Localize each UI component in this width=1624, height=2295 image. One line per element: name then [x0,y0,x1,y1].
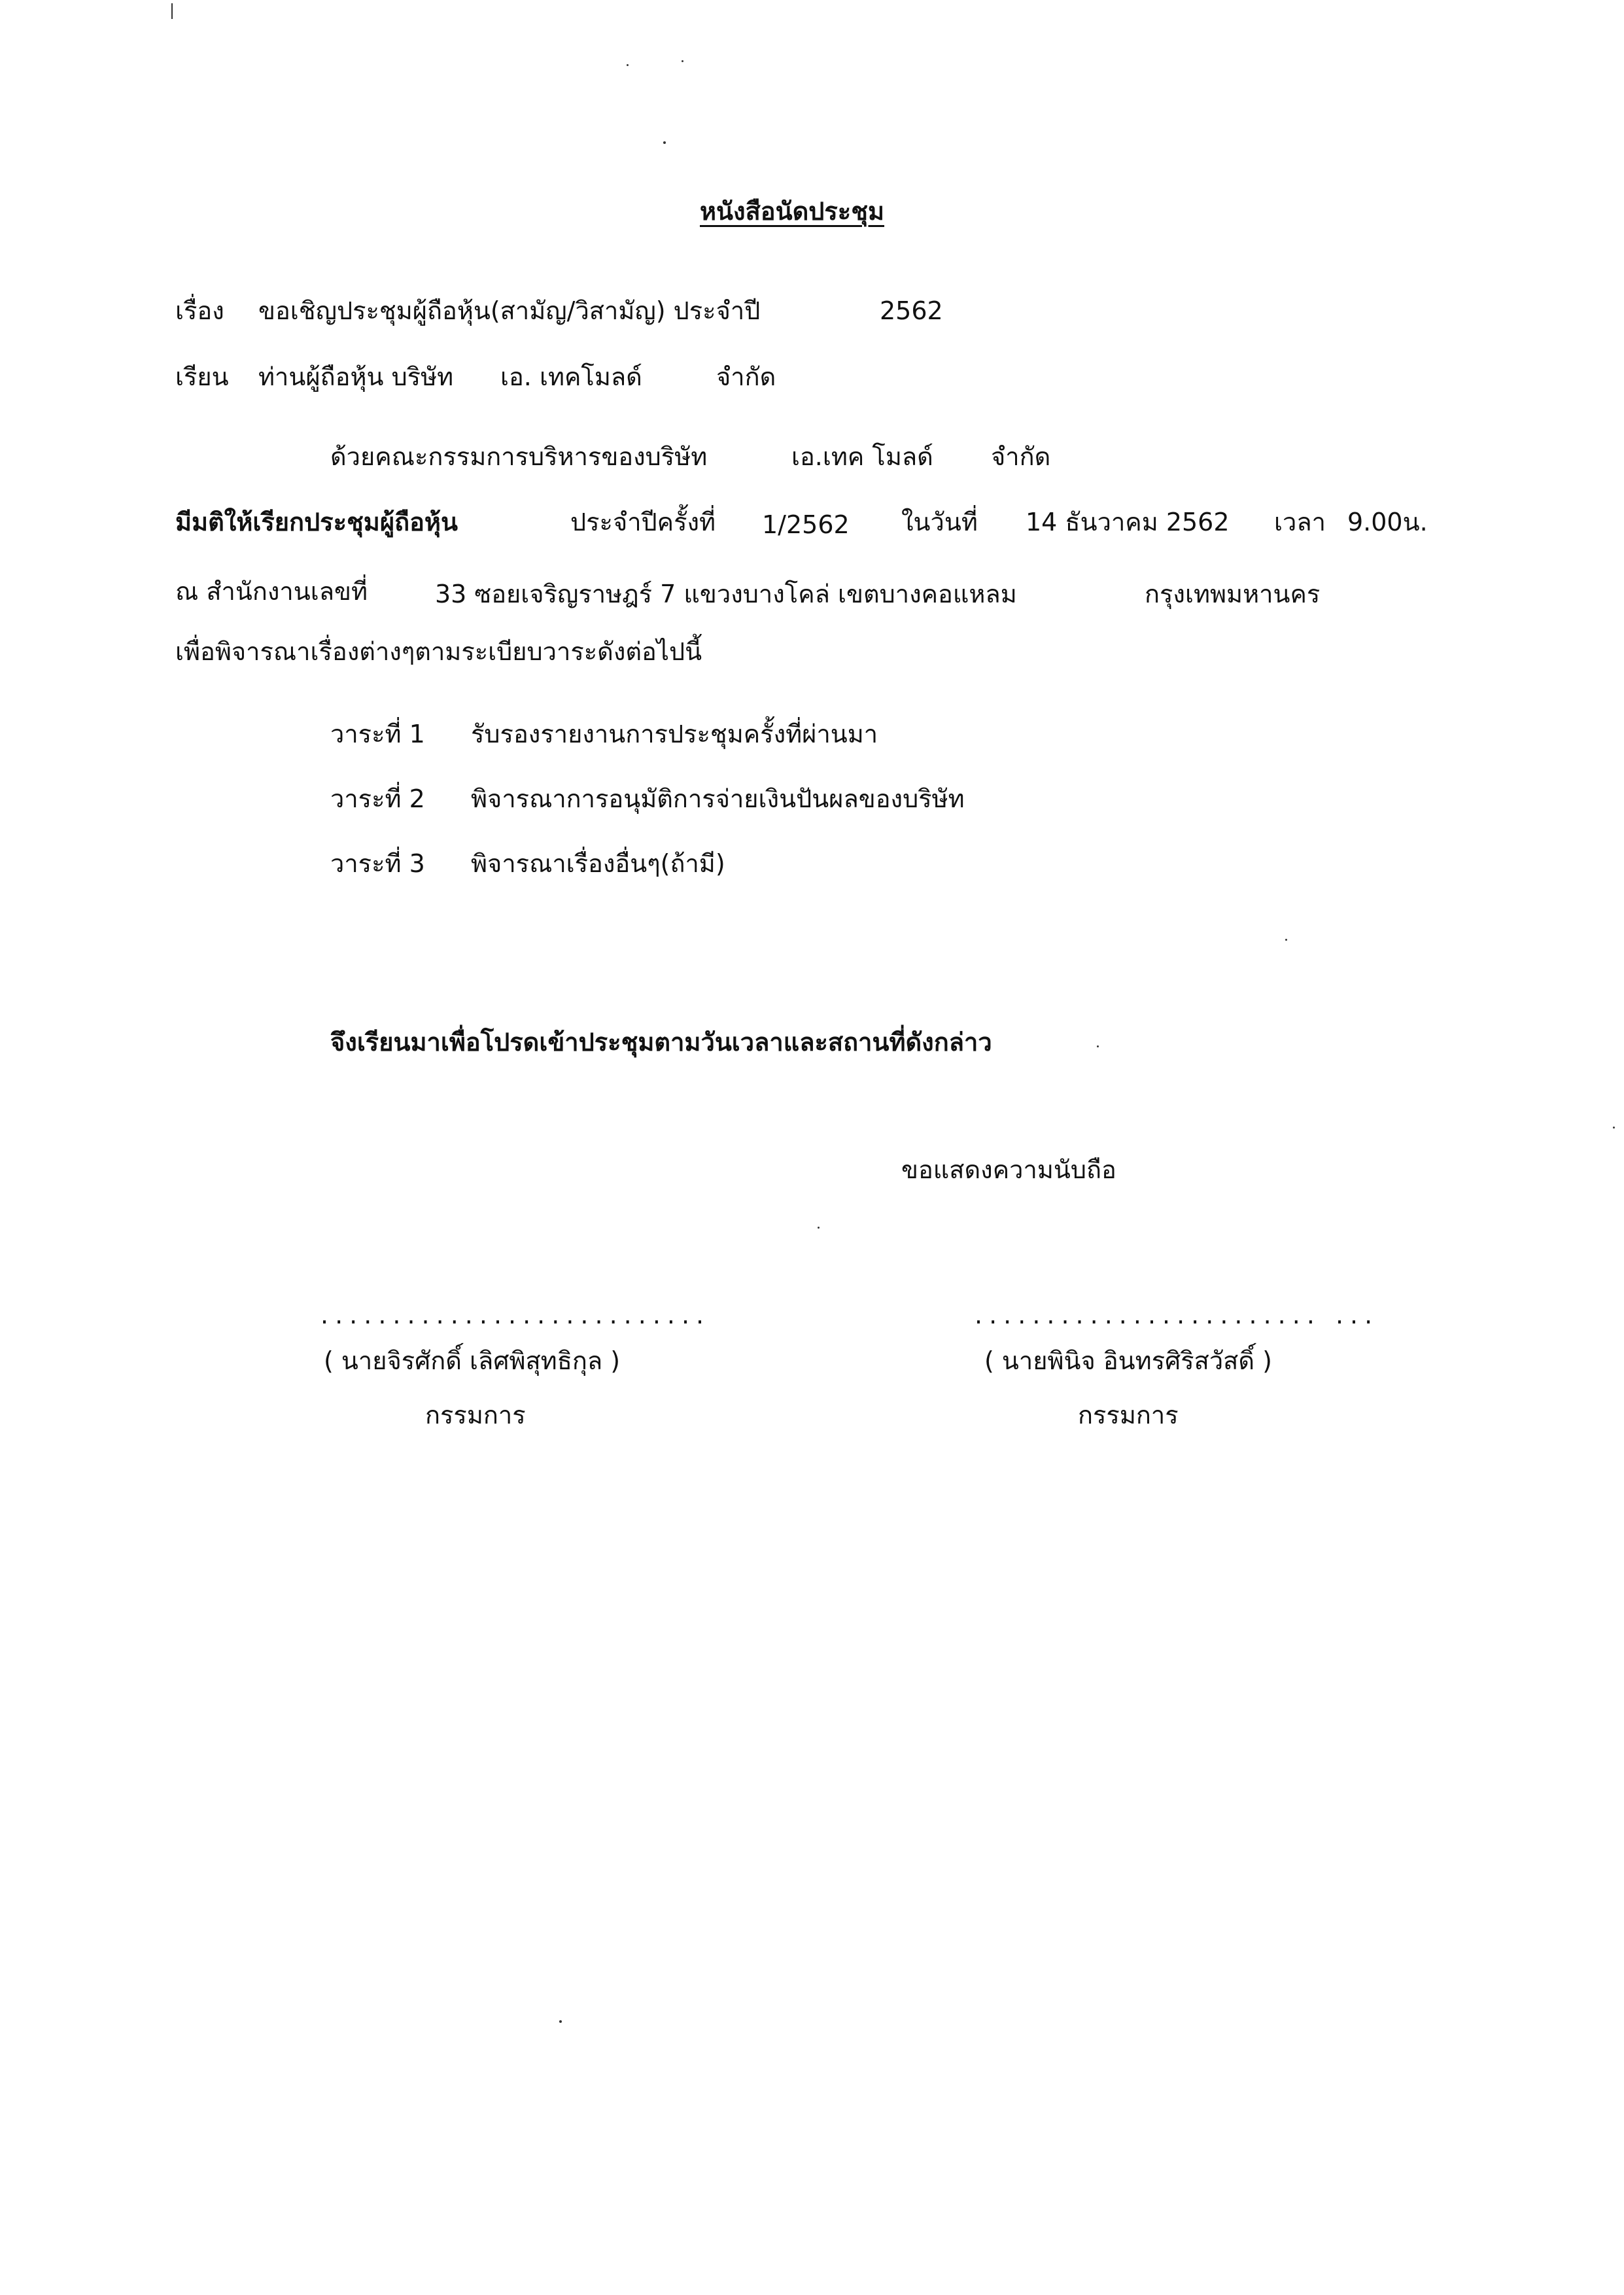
agenda-2-label: วาระที่ 2 [330,784,425,813]
body-intro-company-suffix: จำกัด [991,442,1051,471]
regards-text: ขอแสดงความนับถือ [901,1155,1116,1184]
scan-speck [682,60,683,62]
scan-speck [559,2020,562,2023]
subject-label: เรื่อง [175,296,224,325]
scan-speck [627,64,629,66]
document-title: หนังสือนัดประชุม [700,197,885,226]
body-intro: ด้วยคณะกรรมการบริหารของบริษัท [330,442,708,471]
signatory-2-position: กรรมการ [1078,1401,1179,1429]
to-company: เอ. เทคโมลด์ [500,362,642,391]
body-intro-company: เอ.เทค โมลด์ [791,442,933,471]
agenda-3-text: พิจารณาเรื่องอื่นๆ(ถ้ามี) [471,849,725,878]
agenda-1-label: วาระที่ 1 [330,720,425,748]
signatory-1-position: กรรมการ [425,1401,526,1429]
meeting-no: 1/2562 [762,510,850,539]
meeting-no-label: ประจำปีครั้งที่ [570,508,716,536]
time-label: เวลา [1274,508,1326,536]
to-text: ท่านผู้ถือหุ้น บริษัท [258,362,454,391]
agenda-3-label: วาระที่ 3 [330,849,425,878]
agenda-1-text: รับรองรายงานการประชุมครั้งที่ผ่านมา [471,720,878,748]
signature-line-2: ........................ ... [975,1301,1379,1329]
scan-speck [818,1227,820,1229]
venue-address: 33 ซอยเจริญราษฎร์ 7 แขวงบางโคล่ เขตบางคอแหลม [435,580,1017,608]
closing-text: จึงเรียนมาเพื่อโปรดเข้าประชุมตามวันเวลาและสถานที่ดังกล่าว [330,1028,992,1057]
subject-text: ขอเชิญประชุมผู้ถือหุ้น(สามัญ/วิสามัญ) ประจำปี [258,296,761,325]
to-company-suffix: จำกัด [716,362,776,391]
subject-year: 2562 [880,296,943,325]
agenda-2-text: พิจารณาการอนุมัติการจ่ายเงินปันผลของบริษัท [471,784,965,813]
scan-speck [171,3,173,19]
scan-speck [663,141,666,144]
body-resolution: มีมติให้เรียกประชุมผู้ถือหุ้น [175,508,458,536]
agenda-intro: เพื่อพิจารณาเรื่องต่างๆตามระเบียบวาระดังต่อไปนี้ [175,637,702,666]
scan-speck [1285,939,1287,941]
signatory-2-name: ( นายพินิจ อินทรศิริสวัสดิ์ ) [984,1346,1272,1375]
signature-line-1: ........................... [320,1301,711,1329]
to-label: เรียน [175,362,229,391]
venue-city: กรุงเทพมหานคร [1145,580,1321,608]
scan-speck [1097,1045,1099,1047]
scan-speck [1613,1127,1615,1129]
meeting-time: 9.00น. [1347,508,1428,536]
signatory-1-name: ( นายจิรศักดิ์ เลิศพิสุทธิกุล ) [324,1346,621,1375]
venue-label: ณ สำนักงานเลขที่ [175,577,368,606]
date-label: ในวันที่ [901,508,978,536]
meeting-date: 14 ธันวาคม 2562 [1026,508,1230,536]
